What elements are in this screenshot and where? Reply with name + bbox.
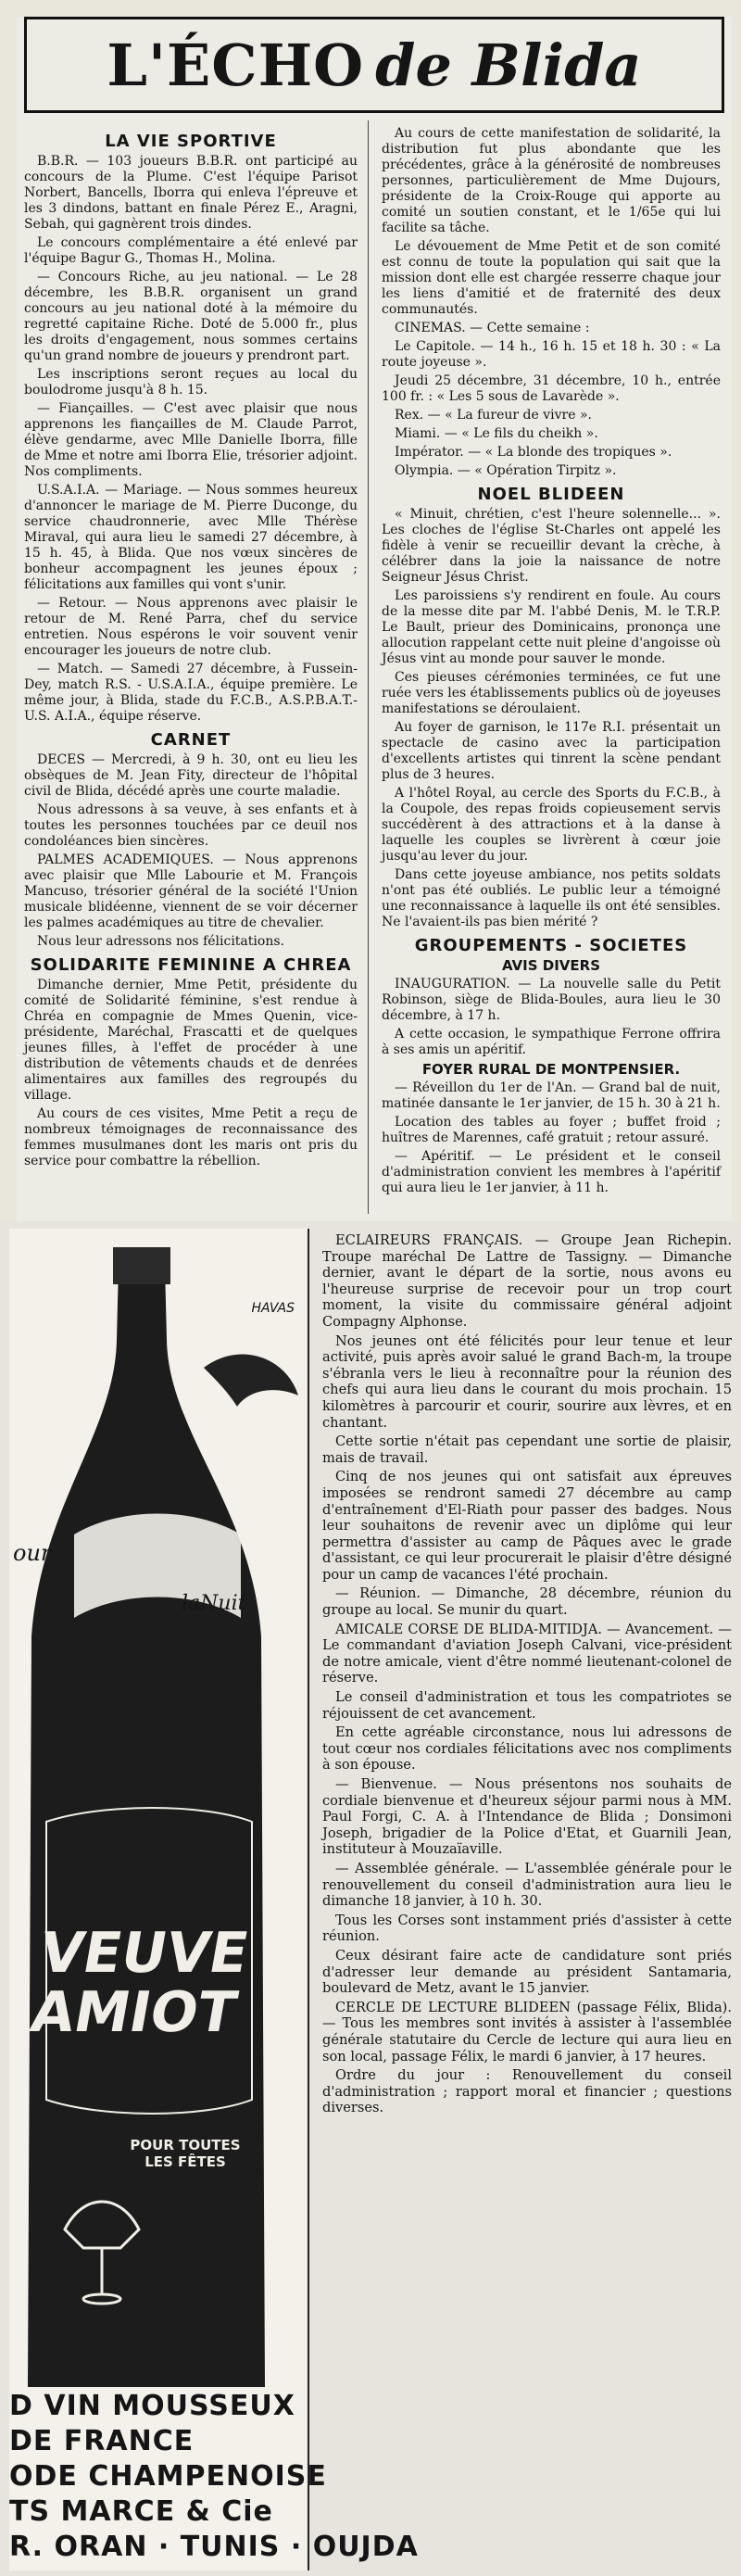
paragraph: Miami. — « Le fils du cheikh ».: [395, 426, 598, 441]
section-title-groupements: GROUPEMENTS - SOCIETES: [414, 936, 688, 955]
section-title-sport: LA VIE SPORTIVE: [105, 132, 277, 151]
clipping-bottom: [0, 1221, 741, 2576]
column-rule: [368, 120, 369, 1214]
paragraph: Nos jeunes ont été félicités pour leur tenue et leur activité, puis après avoir salué le grand Bach-m, la troupe s'ébranla vers le lieu à reconnaître pour la réunion des chefs qui aura lieu dans le courant du mois prochain. 15 kilomètres à parcourir et courir, sourire aux lèvres, et en chantant.: [322, 1332, 732, 1431]
paragraph: Dimanche dernier, Mme Petit, présidente du comité de Solidarité féminine, s'est rendue à Chréa en compagnie de Mmes Quenin, vice-présidente, Maréchal, Frascatti et de quelques jeunes filles, à l'effet de procéder à une distribution de vêtements chauds et de denrées alimentaires aux familles des regroupés du village.: [24, 978, 358, 1103]
paragraph: Au cours de cette manifestation de solidarité, la distribution fut plus abondante que les précédentes, grâce à la générosité de nombreuses personnes, particulièrement de Mme Dujours, présidente de la Croix-Rouge qui apporte au comité un soutien constant, et le 1/65e qui lui facilite sa tâche.: [382, 126, 721, 235]
ad-footer-line: ODE CHAMPENOISE: [9, 2460, 327, 2493]
agency-credit: HAVAS: [251, 1301, 295, 1316]
brand-name: [0, 1921, 279, 2045]
section-title-carnet: CARNET: [150, 730, 232, 750]
section-title-solidarite: SOLIDARITE FEMININE A CHREA: [30, 955, 352, 975]
clipping-top: [17, 17, 732, 1221]
ad-script-text: our: [13, 1540, 52, 1566]
column-left: [24, 126, 358, 1172]
paragraph: INAUGURATION. — La nouvelle salle du Petit Robinson, siège de Blida-Boules, aura lieu le 30 décembre, à 17 h.: [382, 977, 721, 1023]
ad-tagline: [120, 2137, 250, 2170]
paragraph: — Match. — Samedi 27 décembre, à Fussein-Dey, match R.S. - U.S.A.I.A., équipe première. Le même jour, à Blida, stade du F.C.B., A.S.P.B.A.T.-U.S. A.I.A., équipe réserve.: [24, 662, 358, 724]
column-societies: [322, 1232, 732, 2119]
paragraph: — Assemblée générale. — L'assemblée générale pour le renouvellement du conseil d'administration aura lieu le dimanche 18 janvier, à 10 h. 30.: [322, 1860, 732, 1910]
paragraph: DECES — Mercredi, à 9 h. 30, ont eu lieu les obsèques de M. Jean Fity, directeur de l'hôpital civil de Blida, décédé après une courte maladie.: [24, 752, 358, 799]
paragraph: Nous leur adressons nos félicitations.: [37, 934, 284, 949]
paragraph: — Réunion. — Dimanche, 28 décembre, réunion du groupe au local. Se munir du quart.: [322, 1585, 732, 1619]
masthead-title: L'ÉCHO: [107, 31, 365, 99]
paragraph: AMICALE CORSE DE BLIDA-MITIDJA. — Avancement. — Le commandant d'aviation Joseph Calvani, vice-président de notre amicale, vient d'être nommé lieutenant-colonel de réserve.: [322, 1621, 732, 1686]
paragraph: Tous les Corses sont instamment priés d'assister à cette réunion.: [322, 1912, 732, 1945]
paragraph: — Fiançailles. — C'est avec plaisir que nous apprenons les fiançailles de M. Claude Parrot, élève gendarme, avec Mlle Danielle Iborra, fille de Mme et notre ami Iborra Elie, trésorier adjoint. Nos compliments.: [24, 401, 358, 479]
paragraph: Impérator. — « La blonde des tropiques ».: [395, 445, 672, 460]
brand-line: AMIOT: [25, 1980, 242, 2045]
masthead-title-script: de Blida: [375, 31, 642, 99]
paragraph: CINEMAS. — Cette semaine :: [395, 321, 590, 335]
paragraph: Location des tables au foyer ; buffet froid ; huîtres de Marennes, café gratuit ; retour assuré.: [382, 1115, 721, 1145]
paragraph: Cinq de nos jeunes qui ont satisfait aux épreuves imposées se rendront samedi 27 décembre au camp d'entraînement d'El-Riath pour passer des badges. Nous leur souhaitons de revenir avec un diplôme qui leur permettra d'assister au camp de Pâques avec le grade d'assistant, ce qui leur procurerait le plaisir d'être désigné pour un camp de vacances l'été prochain.: [322, 1469, 732, 1583]
ad-footer-line: TS MARCE & Cie: [9, 2495, 273, 2528]
paragraph: Le concours complémentaire a été enlevé par l'équipe Bagur G., Thomas H., Molina.: [24, 235, 358, 266]
advertisement: [9, 1229, 419, 2570]
column-right: [382, 126, 721, 1199]
paragraph: Olympia. — « Opération Tirpitz ».: [395, 463, 617, 478]
paragraph: — Réveillon du 1er de l'An. — Grand bal de nuit, matinée dansante le 1er janvier, de 15 h. 30 à 21 h.: [382, 1080, 721, 1111]
ad-footer-line: D VIN MOUSSEUX: [9, 2390, 295, 2422]
champagne-bottle-illustration: [9, 1229, 308, 2387]
paragraph: Ceux désirant faire acte de candidature sont priés d'adresser leur demande au président Santamaria, boulevard de Metz, avant le 15 janvier.: [322, 1947, 732, 1997]
paragraph: Les paroissiens s'y rendirent en foule. Au cours de la messe dite par M. l'abbé Denis, M. le T.R.P. Le Bault, prieur des Dominicains, prononça une allocution rappelant cette nuit pleine d'angoisse où Jésus vint au monde pour sauver le monde.: [382, 588, 721, 666]
paragraph: Le conseil d'administration et tous les compatriotes se réjouissent de cet avancement.: [322, 1689, 732, 1722]
paragraph: B.B.R. — 103 joueurs B.B.R. ont participé au concours de la Plume. C'est l'équipe Parisot Norbert, Bancells, Iborra qui enleva l'épreuve et les 3 dindons, battant en finale Pérez E., Aragni, Sebah, qui gagnèrent trois dindes.: [24, 154, 358, 232]
paragraph: « Minuit, chrétien, c'est l'heure solennelle... ». Les cloches de l'église St-Charles ont appelé les fidèle à venir se recueillir devant la crèche, à célébrer dans la joie la naissance de notre Seigneur Jésus Christ.: [382, 507, 721, 585]
paragraph: U.S.A.I.A. — Mariage. — Nous sommes heureux d'annoncer le mariage de M. Pierre Duconge, du service chaudronnerie, avec Mlle Thérèse Miraval, qui aura lieu le samedi 27 décembre, à 15 h. 45, à Blida. Que nos vœux sincères de bonheur accompagnent les jeunes époux ; félicitations aux familles qui vont s'unir.: [24, 483, 358, 592]
ad-footer-line: R. ORAN · TUNIS · OUJDA: [9, 2531, 419, 2563]
paragraph: Cette sortie n'était pas cependant une sortie de plaisir, mais de travail.: [322, 1433, 732, 1466]
paragraph: — Bienvenue. — Nous présentons nos souhaits de cordiale bienvenue et d'heureux séjour parmi nous à MM. Paul Forgi, C. A. à l'Intendance de Blida ; Donsimoni Joseph, brigadier de la Police d'Etat, et Guarnili Jean, instituteur à Mouzaïaville.: [322, 1776, 732, 1858]
paragraph: Au foyer de garnison, le 117e R.I. présentait un spectacle de casino avec la participation d'excellents artistes qui tinrent la scène pendant plus de 3 heures.: [382, 720, 721, 782]
paragraph: En cette agréable circonstance, nous lui adressons de tout cœur nos cordiales félicitations avec nos compliments à son épouse.: [322, 1724, 732, 1774]
ad-footer-text: [9, 2389, 419, 2565]
masthead: [24, 17, 724, 113]
paragraph: Au cours de ces visites, Mme Petit a reçu de nombreux témoignages de reconnaissance des femmes musulmanes dont les maris ont pris du service pour combattre la rébellion.: [24, 1106, 358, 1168]
paragraph: Le dévouement de Mme Petit et de son comité est connu de toute la population qui sait que la mission dont elle est chargée resserre chaque jour les liens d'amitié et de fraternité des deux communautés.: [382, 239, 721, 317]
paragraph: — Apéritif. — Le président et le conseil d'administration convient les membres à l'apéritif qui aura lieu le 1er janvier, à 11 h.: [382, 1149, 721, 1195]
paragraph: Ordre du jour : Renouvellement du conseil d'administration ; rapport moral et financier ; questions diverses.: [322, 2067, 732, 2116]
paragraph: Le Capitole. — 14 h., 16 h. 15 et 18 h. 30 : « La route joyeuse ».: [382, 339, 721, 370]
paragraph: Les inscriptions seront reçues au local du boulodrome jusqu'à 8 h. 15.: [24, 367, 358, 398]
paragraph: CERCLE DE LECTURE BLIDEEN (passage Félix, Blida). — Tous les membres sont invités à assister à l'assemblée générale statutaire du Cercle de lecture qui aura lieu en son local, passage Félix, le mardi 6 janvier, à 17 heures.: [322, 1999, 732, 2065]
tagline-line: POUR TOUTES: [130, 2137, 241, 2153]
paragraph: Rex. — « La fureur de vivre ».: [395, 408, 592, 423]
section-subtitle-avis: AVIS DIVERS: [501, 957, 601, 974]
paragraph: A l'hôtel Royal, au cercle des Sports du F.C.B., à la Coupole, des repas froids copieusement servis succédèrent à des attractions et à la danse à laquelle les couples se livrèrent à cœur joie jusqu'au lever du jour.: [382, 786, 721, 864]
paragraph: Ces pieuses cérémonies terminées, ce fut une ruée vers les établissements publics où de joyeuses manifestations se déroulaient.: [382, 670, 721, 716]
brand-line: VEUVE: [34, 1921, 254, 1986]
ad-footer-line: DE FRANCE: [9, 2425, 195, 2457]
section-title-foyer: FOYER RURAL DE MONTPENSIER.: [421, 1061, 681, 1078]
paragraph: Jeudi 25 décembre, 31 décembre, 10 h., entrée 100 fr. : « Les 5 sous de Lavarède ».: [382, 373, 721, 404]
paragraph: A cette occasion, le sympathique Ferrone offrira à ses amis un apéritif.: [382, 1027, 721, 1057]
paragraph: PALMES ACADEMIQUES. — Nous apprenons avec plaisir que Mlle Labourie et M. François Mancuso, trésorier général de la société l'Union musicale blidéenne, viennent de se voir décerner les palmes académiques au titre de chevalier.: [24, 852, 358, 930]
ad-script-text: laNuit: [182, 1592, 246, 1615]
paragraph: ECLAIREURS FRANÇAIS. — Groupe Jean Richepin. Troupe maréchal De Lattre de Tassigny. — Dimanche dernier, avant le départ de la sortie, nous avons eu l'heureuse surprise de recevoir pour un trop court moment, la visite du commissaire général adjoint Compagny Alphonse.: [322, 1232, 732, 1330]
section-title-noel: NOEL BLIDEEN: [477, 485, 625, 504]
tagline-line: LES FÊTES: [144, 2153, 226, 2170]
paragraph: — Retour. — Nous apprenons avec plaisir le retour de M. René Parra, chef du service entretien. Nous espérons le voir souvent venir encourager les joueurs de notre club.: [24, 596, 358, 658]
paragraph: Nous adressons à sa veuve, à ses enfants et à toutes les personnes touchées par ce deuil nos condoléances bien sincères.: [24, 802, 358, 849]
paragraph: — Concours Riche, au jeu national. — Le 28 décembre, les B.B.R. organisent un grand concours au jeu national doté à la mémoire du regretté capitaine Riche. Doté de 5.000 fr., plus les droits d'engagement, nous sommes certains qu'un grand nombre de joueurs y prendront part.: [24, 270, 358, 363]
paragraph: Dans cette joyeuse ambiance, nos petits soldats n'ont pas été oubliés. Le public leur a témoigné une reconnaissance à laquelle ils ont été sensibles. Ne l'avaient-ils pas bien mérité ?: [382, 867, 721, 929]
